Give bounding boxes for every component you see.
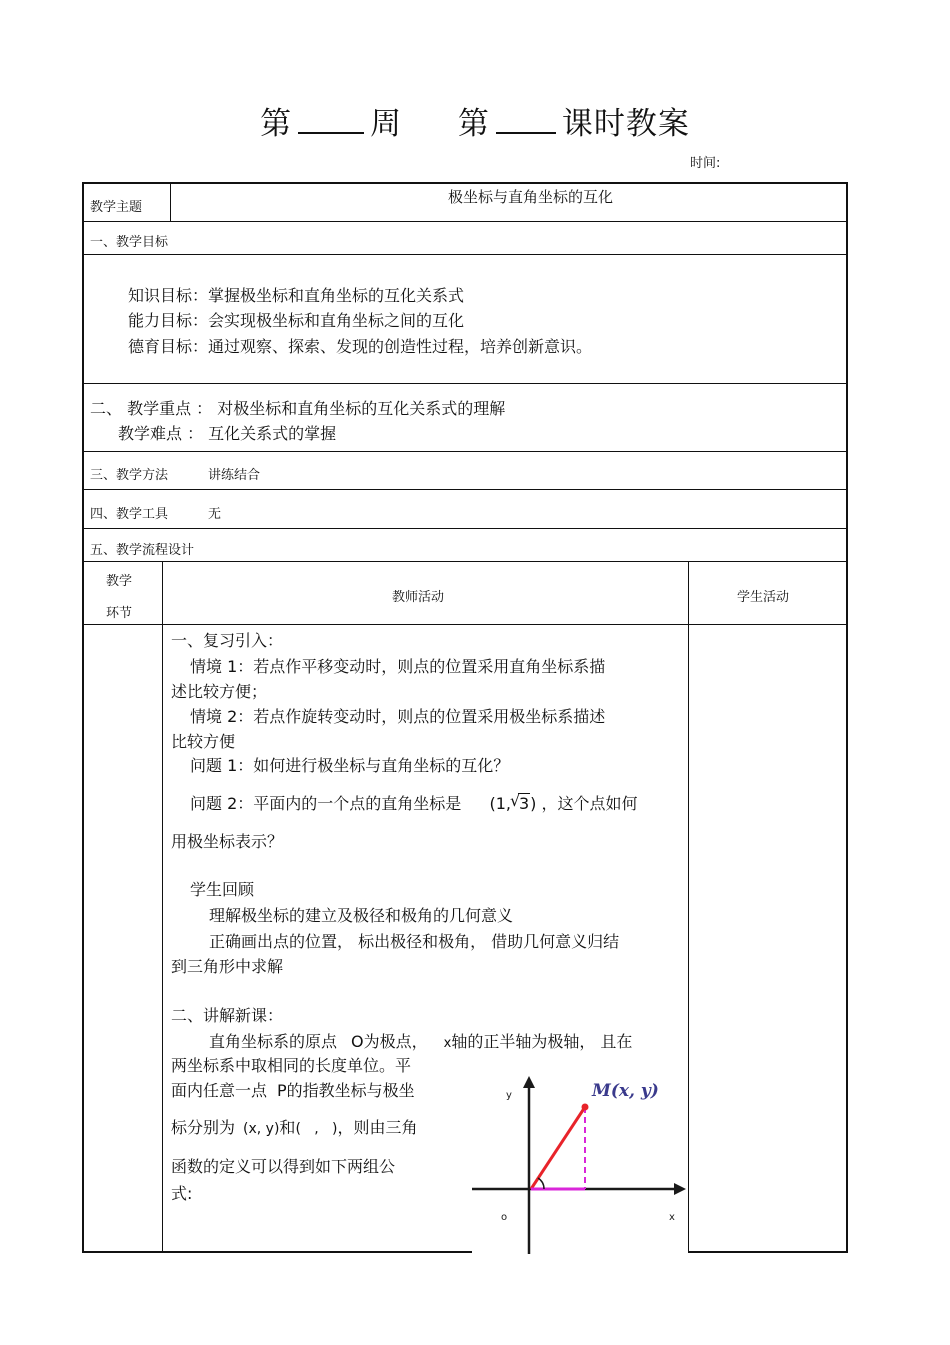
- objectives-heading: 一、教学目标: [90, 235, 169, 250]
- method-value: 讲练结合: [208, 468, 261, 483]
- table-bottom-border: [82, 1251, 848, 1253]
- tools-label: 四、教学工具: [90, 507, 169, 522]
- key-point: 二、 教学重点 ： 对极坐标和直角坐标的互化关系式的理解: [90, 399, 506, 418]
- new-line-4-a: 标分别为: [171, 1118, 236, 1137]
- x-axis-label: x: [669, 1212, 675, 1223]
- question2-line: [190, 791, 638, 814]
- row-divider: [82, 451, 848, 452]
- y-axis-arrow: [523, 1076, 535, 1088]
- question2-post: ，这个点如何: [541, 794, 638, 813]
- method-label: 三、教学方法: [90, 468, 169, 483]
- point-m: [582, 1104, 589, 1111]
- topic-divider: [170, 182, 171, 221]
- tools-value: 无: [208, 507, 222, 522]
- row-divider: [82, 383, 848, 384]
- new-line-3: [171, 1078, 415, 1101]
- page-title: [0, 98, 950, 143]
- col-divider-2: [688, 561, 689, 1252]
- polar-coordinate: ( , ): [295, 1121, 338, 1137]
- x-axis-symbol: x: [443, 1036, 452, 1051]
- rect-coordinate: (x, y): [243, 1121, 280, 1137]
- new-line-5: 函数的定义可以得到如下两组公: [171, 1157, 396, 1176]
- title-part-2: 周: [370, 106, 403, 142]
- scenario2-line-b: 比较方便: [171, 732, 236, 751]
- new-line-4-b: 和: [279, 1118, 296, 1137]
- title-part-4: 课时教案: [561, 106, 690, 142]
- review-heading: 一、复习引入：: [171, 631, 284, 650]
- row-divider: [82, 254, 848, 255]
- new-line-1-b: 为极点，: [363, 1032, 428, 1051]
- new-line-4-c: ，则由三角: [337, 1118, 418, 1137]
- review-line-2: 正确画出点的位置， 标出极径和极角， 借助几何意义归结: [209, 932, 620, 951]
- process-label: 五、教学流程设计: [90, 543, 195, 558]
- row-divider: [82, 221, 848, 222]
- review-line-1: 理解极坐标的建立及极径和极角的几何意义: [209, 906, 514, 925]
- objective-ability: 能力目标：会实现极坐标和直角坐标之间的互化: [128, 311, 465, 330]
- week-blank: [298, 131, 364, 134]
- student-review: 学生回顾: [190, 880, 255, 899]
- question1: 问题 1：如何进行极坐标与直角坐标的互化？: [190, 756, 510, 775]
- new-line-6: 式:: [171, 1184, 193, 1203]
- stage-header-line2: 环节: [106, 606, 133, 621]
- y-axis-label: y: [506, 1090, 512, 1101]
- time-label: 时间:: [690, 156, 721, 171]
- coord-close: ): [530, 794, 537, 813]
- difficult-point: 教学难点 ： 互化关系式的掌握: [118, 424, 337, 443]
- scenario2-line-a: 情境 2：若点作旋转变动时，则点的位置采用极坐标系描述: [190, 707, 606, 726]
- title-part-3: 第: [457, 106, 490, 142]
- review-line-3: 到三角形中求解: [171, 957, 284, 976]
- new-line-2: 两坐标系中取相同的长度单位。平: [171, 1056, 412, 1075]
- col-divider-1: [162, 561, 163, 1252]
- new-line-1: [209, 1029, 632, 1052]
- coord-radicand: 3: [518, 794, 530, 813]
- x-axis-arrow: [674, 1183, 686, 1195]
- sqrt-symbol: √ 3: [509, 791, 530, 813]
- coord-open: (1,: [489, 794, 511, 813]
- question2-line-b: 用极坐标表示？: [171, 832, 284, 851]
- scenario1-line-a: 情境 1：若点作平移变动时，则点的位置采用直角坐标系描: [190, 657, 606, 676]
- new-line-3-b: 的指教坐标与极坐: [286, 1081, 415, 1100]
- row-divider: [82, 624, 848, 625]
- lesson-blank: [496, 131, 556, 134]
- question2-pre: 问题 2：平面内的一个点的直角坐标是: [190, 794, 462, 813]
- topic-label: 教学主题: [90, 200, 143, 215]
- new-line-4: [171, 1115, 418, 1138]
- point-p: P: [277, 1081, 287, 1100]
- origin-label: o: [501, 1212, 508, 1223]
- teacher-activity-header: 教师活动: [392, 590, 445, 605]
- objective-moral: 德育目标：通过观察、探索、发现的创造性过程，培养创新意识。: [128, 337, 593, 356]
- table-right-border: [846, 182, 848, 1253]
- title-part-1: 第: [260, 106, 293, 142]
- stage-header-line1: 教学: [106, 574, 133, 589]
- topic-value: 极坐标与直角坐标的互化: [448, 188, 614, 206]
- radius-segment: [531, 1107, 585, 1189]
- row-divider: [82, 528, 848, 529]
- point-coordinate: [489, 791, 537, 813]
- objective-knowledge: 知识目标：掌握极坐标和直角坐标的互化关系式: [128, 286, 465, 305]
- student-activity-header: 学生活动: [737, 590, 790, 605]
- scenario1-line-b: 述比较方便；: [171, 682, 268, 701]
- new-line-1-a: 直角坐标系的原点: [209, 1032, 338, 1051]
- new-line-1-c: 轴的正半轴为极轴， 且在: [451, 1032, 633, 1051]
- coordinate-figure: [472, 1068, 688, 1254]
- table-top-border: [82, 182, 848, 184]
- coordinate-figure-svg: [472, 1068, 688, 1254]
- new-lesson-heading: 二、讲解新课：: [171, 1006, 284, 1025]
- point-m-label: M(x, y): [592, 1081, 659, 1101]
- origin-o: O: [351, 1032, 364, 1051]
- row-divider: [82, 561, 848, 562]
- table-left-border: [82, 182, 84, 1253]
- row-divider: [82, 489, 848, 490]
- new-line-3-a: 面内任意一点: [171, 1081, 268, 1100]
